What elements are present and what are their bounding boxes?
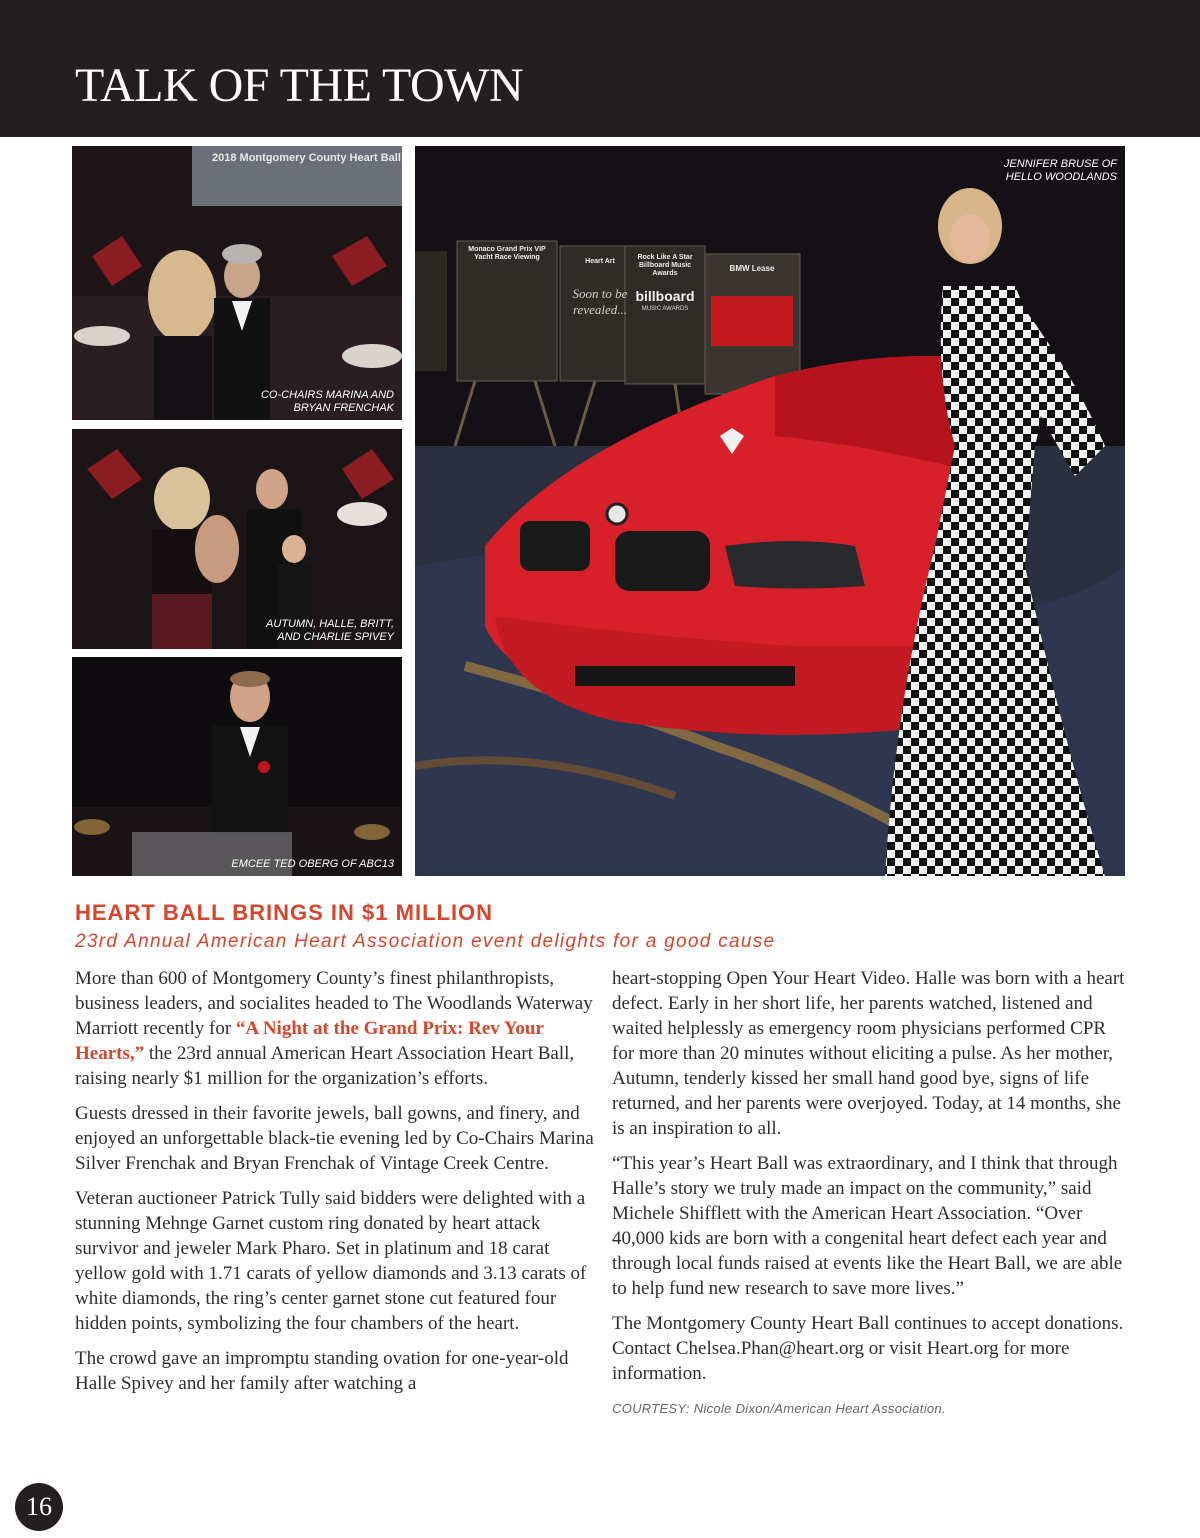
paragraph-7: The Montgomery County Heart Ball continues to accept donations. Contact Chelsea.Phan@heart.org or visit Heart.org for more information.: [612, 1313, 1124, 1384]
paragraph-4: The crowd gave an impromptu standing ovation for one-year-old Halle Spivey and her family after watching a: [75, 1348, 569, 1394]
photo-cochairs-image: [72, 146, 402, 420]
photo-emcee: [72, 657, 402, 876]
photo-family-caption: AUTUMN, HALLE, BRITT, AND CHARLIE SPIVEY: [266, 618, 394, 643]
photo-cochairs-screen-text: 2018 Montgomery County Heart Ball: [212, 152, 401, 164]
paragraph-2: Guests dressed in their favorite jewels, ball gowns, and finery, and enjoyed an unforgettable black-tie evening led by Co-Chairs Marina Silver Frenchak and Bryan Frenchak of Vintage Creek Centre.: [75, 1103, 594, 1174]
photo-family-image: [72, 429, 402, 649]
board-soon-text: Soon to be revealed...: [572, 286, 628, 317]
photo-emcee-image: [72, 657, 402, 876]
paragraph-6: “This year’s Heart Ball was extraordinary, and I think that through Halle’s story we truly made an impact on the community,” said Michele Shifflett with the American Heart Association. “Over 40,000 kids are born with a congenital heart defect each year and through local funds raised at events like the Heart Ball, we are able to help fund new research to save more lives.”: [612, 1153, 1123, 1299]
page-number: 16: [15, 1483, 63, 1531]
paragraph-5: heart-stopping Open Your Heart Video. Halle was born with a heart defect. Early in her short life, her parents watched, listened and waited helplessly as emergency room physicians performed CPR for more than 20 minutes without eliciting a pulse. As her mother, Autumn, tenderly kissed her small hand good bye, signs of life returned, and her parents were overjoyed. Today, at 14 months, she is an inspiration to all.: [612, 968, 1125, 1139]
article-subhead: 23rd Annual American Heart Association event delights for a good cause: [75, 931, 776, 952]
board-label-2: Heart Art: [585, 258, 615, 265]
photo-courtesy: COURTESY: Nicole Dixon/American Heart Association.: [612, 1401, 946, 1416]
board-label-4: BMW Lease: [729, 264, 775, 273]
photo-emcee-caption: EMCEE TED OBERG OF ABC13: [231, 858, 394, 870]
article-column-right: [612, 966, 1132, 1421]
board-music-text: MUSIC AWARDS: [641, 306, 689, 312]
board-label-1: Monaco Grand Prix VIP Yacht Race Viewing: [468, 246, 546, 261]
paragraph-1: More than 600 of Montgomery County’s finest philanthropists, business leaders, and socialites headed to The Woodlands Waterway Marriott recently for “A Night at the Grand Prix: Rev Your Hearts,” the 23rd annual American Heart Association Heart Ball, raising nearly $1 million for the organization’s efforts.: [75, 968, 593, 1089]
masthead-bar: [0, 0, 1200, 137]
article-headline: HEART BALL BRINGS IN $1 MILLION: [75, 900, 494, 925]
photo-cochairs: [72, 146, 402, 420]
paragraph-3: Veteran auctioneer Patrick Tully said bidders were delighted with a stunning Mehnge Garnet custom ring donated by heart attack survivor and jeweler Mark Pharo. Set in platinum and 18 carat yellow gold with 1.71 carats of yellow diamonds and 3.13 carats of white diamonds, the ring’s center garnet stone cut featured four hidden points, symbolizing the four chambers of the heart.: [75, 1188, 587, 1334]
photo-family: [72, 429, 402, 649]
article-column-left: [75, 966, 595, 1406]
photo-cochairs-caption: CO-CHAIRS MARINA AND BRYAN FRENCHAK: [260, 389, 394, 414]
section-title: TALK OF THE TOWN: [75, 59, 524, 112]
photo-car: [415, 146, 1125, 876]
board-label-3: Rock Like A Star Billboard Music Awards: [637, 254, 693, 277]
board-billboard-logo: billboard: [635, 288, 695, 304]
photo-car-caption: JENNIFER BRUSE OF HELLO WOODLANDS: [1003, 158, 1117, 183]
event-name-highlight: “A Night at the Grand Prix: Rev Your Hearts,”: [75, 1018, 544, 1064]
